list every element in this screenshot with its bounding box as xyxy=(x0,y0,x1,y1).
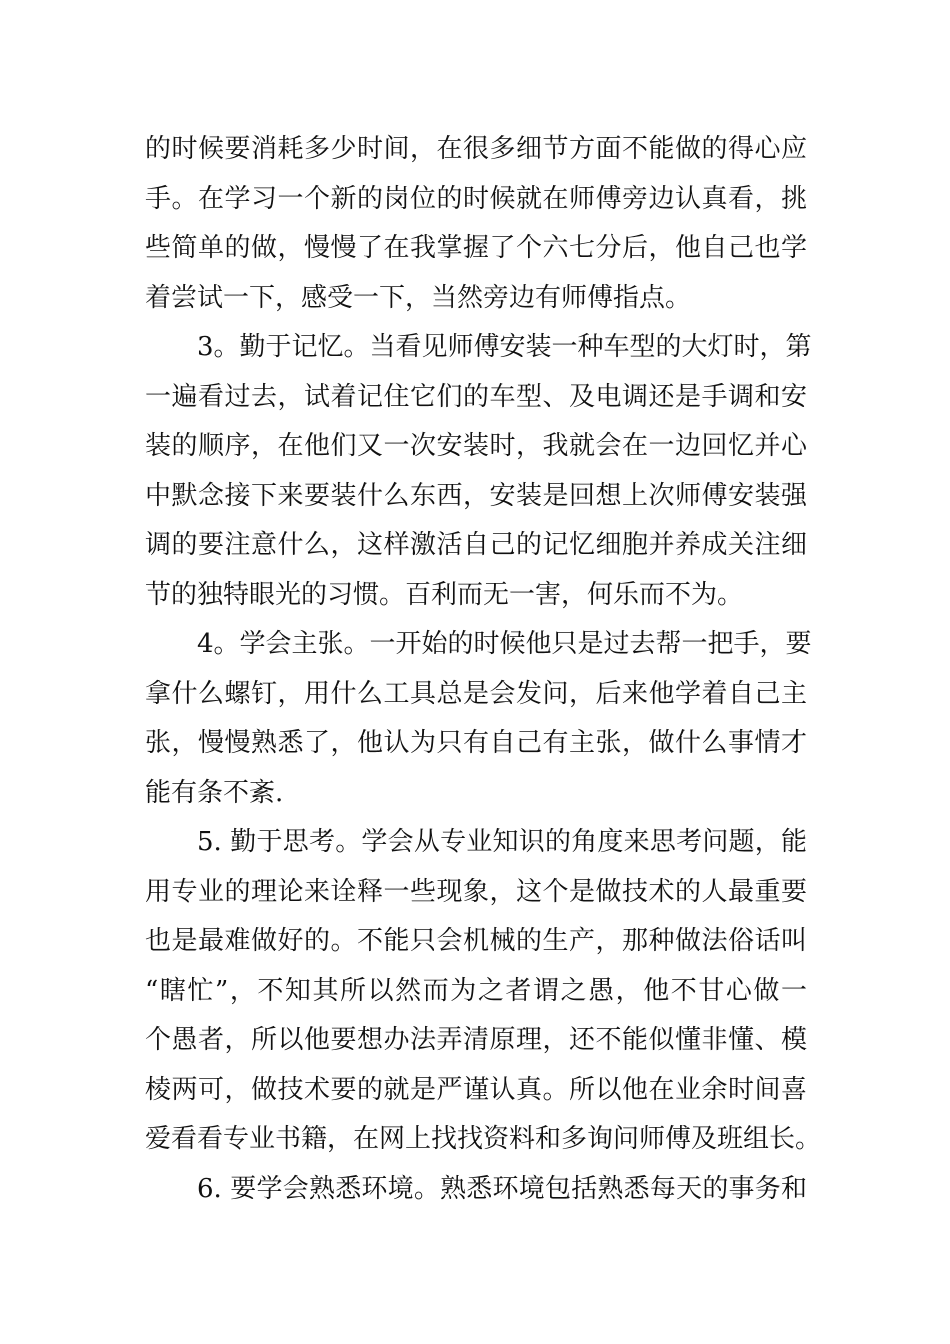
text-line: 的时候要消耗多少时间，在很多细节方面不能做的得心应 xyxy=(145,134,807,164)
text-line: 用专业的理论来诠释一些现象，这个是做技术的人最重要 xyxy=(145,876,807,907)
body-text xyxy=(145,125,822,1214)
text-line: 6. 要学会熟悉环境。熟悉环境包括熟悉每天的事务和 xyxy=(197,1173,807,1204)
text-line: 节的独特眼光的习惯。百利而无一害，何乐而不为。 xyxy=(145,579,744,610)
text-line: 些简单的做，慢慢了在我掌握了个六七分后，他自己也学 xyxy=(145,233,807,263)
text-line: 中默念接下来要装什么东西，安装是回想上次师傅安装强 xyxy=(145,480,807,511)
text-line: 也是最难做好的。不能只会机械的生产，那种做法俗话叫 xyxy=(145,926,807,956)
text-line: “瞎忙”，不知其所以然而为之者谓之愚，他不甘心做一 xyxy=(145,975,807,1006)
text-line: 一遍看过去，试着记住它们的车型、及电调还是手调和安 xyxy=(145,381,807,412)
text-line: 装的顺序，在他们又一次安装时，我就会在一边回忆并心 xyxy=(145,431,807,461)
text-line: 5. 勤于思考。学会从专业知识的角度来思考问题，能 xyxy=(197,827,807,857)
text-line: 调的要注意什么，这样激活自己的记忆细胞并养成关注细 xyxy=(145,530,807,560)
text-line: 张，慢慢熟悉了，他认为只有自己有主张，做什么事情才 xyxy=(145,728,807,758)
text-line: 能有条不紊. xyxy=(145,777,284,808)
text-line: 拿什么螺钉，用什么工具总是会发问，后来他学着自己主 xyxy=(145,678,807,709)
text-line: 手。在学习一个新的岗位的时候就在师傅旁边认真看，挑 xyxy=(145,183,807,214)
text-line: 4。学会主张。一开始的时候他只是过去帮一把手，要 xyxy=(197,629,812,659)
text-line: 棱两可，做技术要的就是严谨认真。所以他在业余时间喜 xyxy=(145,1074,807,1105)
text-line: 3。勤于记忆。当看见师傅安装一种车型的大灯时，第 xyxy=(197,332,812,362)
text-line: 爱看看专业书籍，在网上找找资料和多询问师傅及班组长。 xyxy=(145,1124,822,1154)
text-line: 个愚者，所以他要想办法弄清原理，还不能似懂非懂、模 xyxy=(145,1025,807,1055)
text-line: 着尝试一下，感受一下，当然旁边有师傅指点。 xyxy=(145,282,692,313)
